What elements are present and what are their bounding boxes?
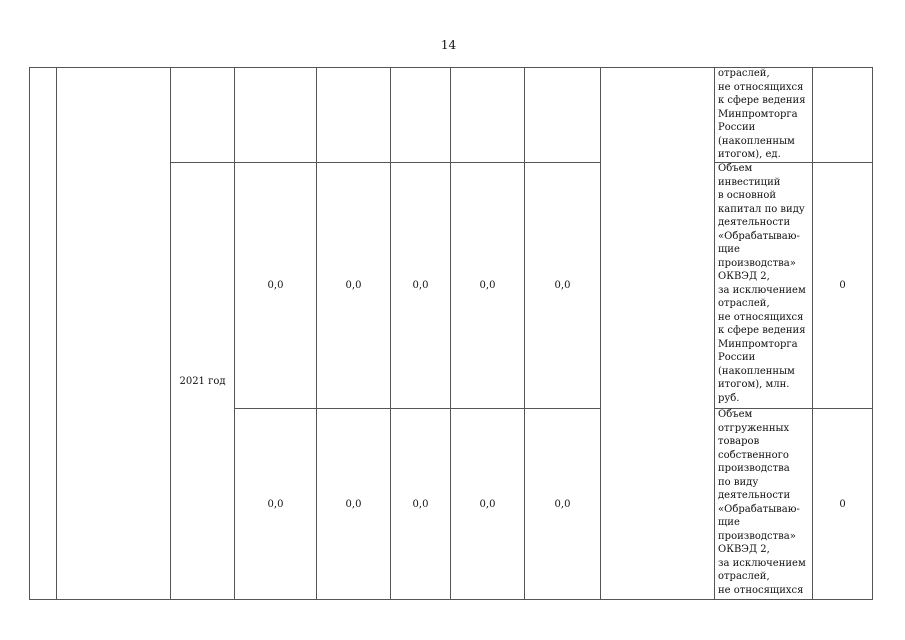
table-cell: 0,0 (267, 498, 284, 510)
year-cell: 2021 год (179, 375, 226, 387)
table-bottom-border (29, 599, 873, 600)
column-divider (714, 67, 715, 600)
table-cell: 0,0 (345, 498, 362, 510)
table-cell: 0,0 (412, 280, 429, 291)
table-cell: 0,0 (479, 280, 496, 291)
page-number: 14 (440, 38, 457, 52)
table-cell: 0,0 (554, 498, 571, 510)
target-cell: 0 (839, 280, 846, 291)
column-divider (872, 67, 873, 600)
table-cell: 0,0 (479, 498, 496, 510)
indicator-cell: отраслей, не относящихся к сфере ведения Минпромторга России (накопленным итогом), ед. (718, 68, 806, 160)
table-cell: 0,0 (412, 498, 429, 510)
indicator-cell: Объем отгруженных товаров собственного производства по виду деятельности «Обрабатываю- щие производства» ОКВЭД 2, за исключением отраслей, не относящихся (718, 409, 806, 596)
target-cell: 0 (839, 498, 846, 510)
column-divider (600, 67, 601, 600)
table-cell: 0,0 (267, 280, 284, 291)
table-cell: 0,0 (345, 280, 362, 291)
table-cell: 0,0 (554, 280, 571, 291)
column-divider (29, 67, 30, 600)
column-divider (56, 67, 57, 600)
indicator-cell: Объем инвестиций в основной капитал по виду деятельности «Обрабатываю- щие производства» ОКВЭД 2, за исключением отраслей, не относящихся к сфере ведения Минпромторга России (накопленным итогом), млн. руб. (718, 163, 806, 404)
